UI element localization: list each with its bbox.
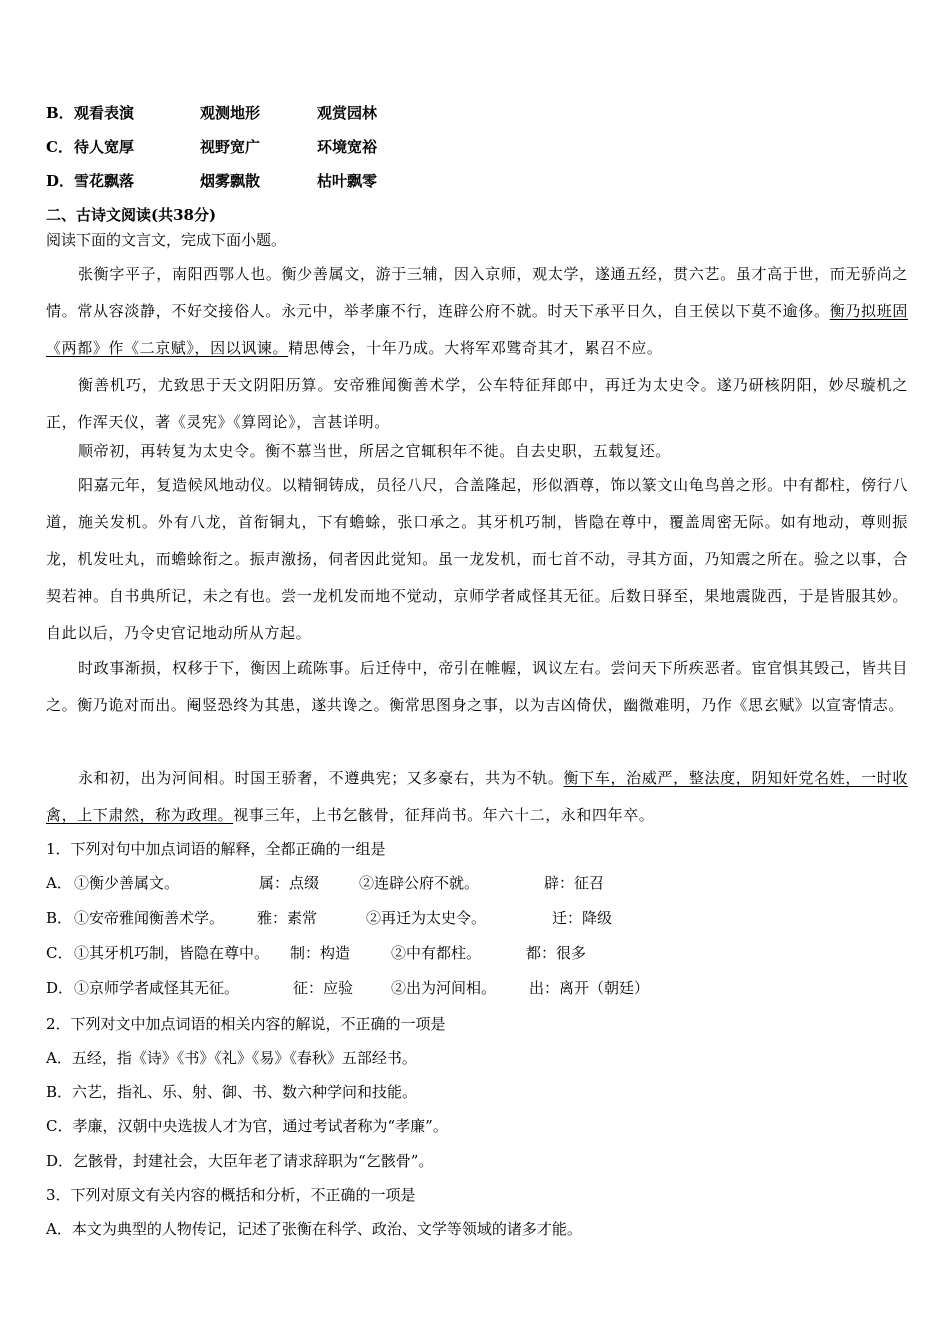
option-gloss: 征：应验 bbox=[293, 979, 354, 997]
question-stem: 1．下列对句中加点词语的解释，全都正确的一组是 bbox=[46, 840, 386, 858]
passage-text: 视事三年，上书乞骸骨，征拜尚书。年六十二，永和四年卒。 bbox=[233, 806, 655, 824]
option-sentence: ②连辟公府不就。 bbox=[359, 874, 480, 892]
option-sentence: ①京师学者咸怪其无征。 bbox=[74, 979, 240, 997]
option-item: 枯叶飘零 bbox=[317, 172, 378, 190]
option-item: 待人宽厚 bbox=[74, 138, 135, 156]
option-sentence: ②中有都柱。 bbox=[391, 944, 482, 962]
passage-text: 精思傅会，十年乃成。大将军邓骘奇其才，累召不应。 bbox=[288, 339, 663, 357]
passage-paragraph bbox=[46, 256, 908, 367]
underlined-sentence: 衡下车，治威严，整法度，阴知奸党名姓，一时收禽，上下肃然，称为政理。 bbox=[46, 769, 909, 824]
question-option: A．五经，指《诗》《书》《礼》《易》《春秋》五部经书。 bbox=[46, 1049, 417, 1067]
passage-text: 永和初，出为河间相。时国王骄奢，不遵典宪；又多豪右，共为不轨。 bbox=[78, 769, 564, 787]
option-item: 环境宽裕 bbox=[317, 138, 378, 156]
option-item: 雪花飘落 bbox=[74, 172, 135, 190]
option-gloss: 辟：征召 bbox=[544, 874, 605, 892]
passage-paragraph: 阳嘉元年，复造候风地动仪。以精铜铸成，员径八尺，合盖隆起，形似酒尊，饰以篆文山龟鸟兽之形。中有都柱，傍行八道，施关发机。外有八龙，首衔铜丸，下有蟾蜍，张口承之。其牙机巧制，皆隐在尊中，覆盖周密无际。如有地动，尊则振龙，机发吐丸，而蟾蜍衔之。振声激扬，伺者因此觉知。虽一龙发机，而七首不动，寻其方面，乃知震之所在。验之以事，合契若神。自书典所记，未之有也。尝一龙机发而地不觉动，京师学者咸怪其无征。后数日驿至，果地震陇西，于是皆服其妙。自此以后，乃令史官记地动所从方起。 bbox=[46, 476, 908, 642]
passage-paragraph bbox=[46, 760, 908, 834]
option-item: 烟雾飘散 bbox=[200, 172, 261, 190]
section-instruction: 阅读下面的文言文，完成下面小题。 bbox=[46, 231, 287, 249]
option-gloss: 迁：降级 bbox=[552, 909, 613, 927]
option-letter: D． bbox=[46, 979, 74, 997]
option-item: 观赏园林 bbox=[317, 104, 378, 122]
question-option: D．乞骸骨，封建社会，大臣年老了请求辞职为“乞骸骨”。 bbox=[46, 1152, 434, 1170]
underlined-sentence: 衡乃拟班固《两都》作《二京赋》，因以讽谏。 bbox=[46, 302, 908, 357]
option-sentence: ②再迁为太史令。 bbox=[366, 909, 487, 927]
section-title: 二、古诗文阅读(共38分) bbox=[46, 206, 217, 224]
option-letter: C． bbox=[46, 944, 73, 962]
question-option: A．本文为典型的人物传记，记述了张衡在科学、政治、文学等领域的诸多才能。 bbox=[46, 1220, 582, 1238]
option-gloss: 属：点缀 bbox=[259, 874, 320, 892]
option-letter: C． bbox=[46, 138, 73, 156]
passage-text: 张衡字平子，南阳西鄂人也。衡少善属文，游于三辅，因入京师，观太学，遂通五经，贯六艺。虽才高于世，而无骄尚之情。常从容淡静，不好交接俗人。永元中，举孝廉不行，连辟公府不就。时天下承平日久，自王侯以下莫不逾侈。 bbox=[46, 265, 908, 320]
option-item: 观看表演 bbox=[74, 104, 135, 122]
option-gloss: 都：很多 bbox=[526, 944, 587, 962]
option-sentence: ②出为河间相。 bbox=[391, 979, 497, 997]
passage-paragraph: 顺帝初，再转复为太史令。衡不慕当世，所居之官辄积年不徙。自去史职，五载复还。 bbox=[78, 442, 671, 460]
option-sentence: ①安帝雅闻衡善术学。 bbox=[74, 909, 225, 927]
question-option: B．六艺，指礼、乐、射、御、书、数六种学问和技能。 bbox=[46, 1083, 418, 1101]
question-stem: 3．下列对原文有关内容的概括和分析，不正确的一项是 bbox=[46, 1186, 416, 1204]
option-letter: A． bbox=[46, 874, 72, 892]
question-option: C．孝廉，汉朝中央选拔人才为官，通过考试者称为“孝廉”。 bbox=[46, 1117, 448, 1135]
passage-paragraph: 衡善机巧，尤致思于天文阴阳历算。安帝雅闻衡善术学，公车特征拜郎中，再迁为太史令。遂乃研核阴阳，妙尽璇机之正，作浑天仪，著《灵宪》《算罔论》，言甚详明。 bbox=[46, 376, 908, 431]
option-letter: B． bbox=[46, 104, 74, 122]
passage-paragraph: 时政事渐损，权移于下，衡因上疏陈事。后迁侍中，帝引在帷幄，讽议左右。尝问天下所疾恶者。宦官惧其毁己，皆共目之。衡乃诡对而出。阉竖恐终为其患，遂共谗之。衡常思图身之事，以为吉凶倚伏，幽微难明，乃作《思玄赋》以宣寄情志。 bbox=[46, 659, 908, 714]
option-gloss: 出：离开（朝廷） bbox=[529, 979, 650, 997]
option-sentence: ①其牙机巧制，皆隐在尊中。 bbox=[74, 944, 270, 962]
option-item: 视野宽广 bbox=[200, 138, 261, 156]
option-letter: D． bbox=[46, 172, 75, 190]
option-gloss: 雅：素常 bbox=[257, 909, 318, 927]
option-sentence: ①衡少善属文。 bbox=[74, 874, 180, 892]
option-letter: B． bbox=[46, 909, 73, 927]
question-stem: 2．下列对文中加点词语的相关内容的解说，不正确的一项是 bbox=[46, 1015, 446, 1033]
option-item: 观测地形 bbox=[200, 104, 261, 122]
option-gloss: 制：构造 bbox=[290, 944, 351, 962]
